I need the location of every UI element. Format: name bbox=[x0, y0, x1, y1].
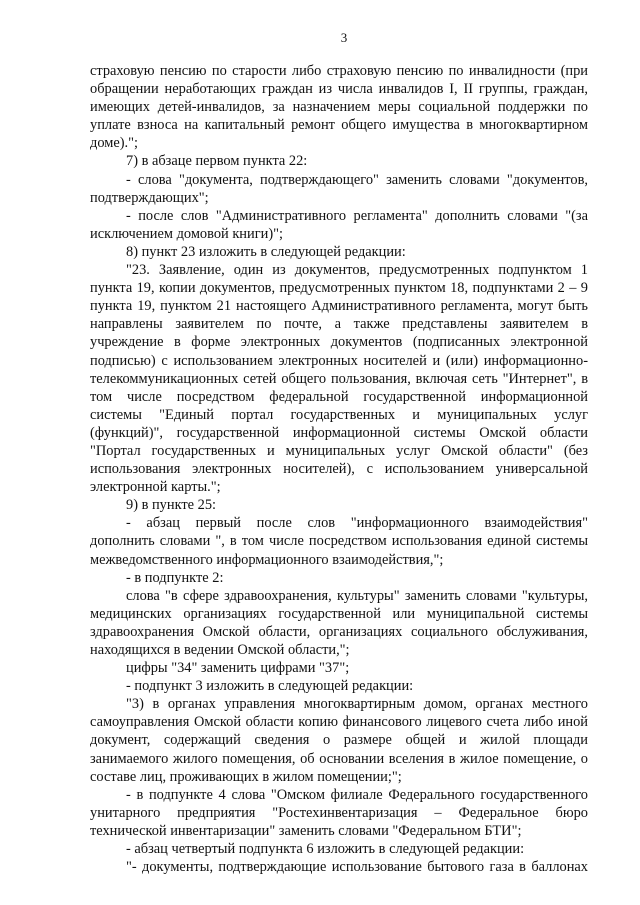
text-line: исключением домовой книги)"; bbox=[90, 225, 283, 242]
text-line: - в подпункте 4 слова "Омском филиале Федерального государственного bbox=[126, 786, 588, 803]
text-line: 8) пункт 23 изложить в следующей редакции: bbox=[126, 243, 406, 260]
text-line: имеющих детей-инвалидов, за назначением меры социальной поддержки по bbox=[90, 99, 588, 116]
text-line: обращении неработающих граждан из числа инвалидов I, II группы, граждан, bbox=[90, 81, 588, 98]
text-line: - абзац четвертый подпункта 6 изложить в следующей редакции: bbox=[126, 841, 525, 858]
page-number: 3 bbox=[340, 30, 348, 45]
document-body bbox=[90, 62, 588, 876]
text-line: электронной карты."; bbox=[90, 479, 221, 496]
text-line: составе лиц, проживающих в жилом помещении;"; bbox=[90, 768, 402, 785]
text-line: пункта 19, копии документов, предусмотренных пунктом 18, подпунктами 2 – 9 bbox=[90, 280, 588, 297]
text-line: находящихся в ведении Омской области,"; bbox=[90, 642, 350, 658]
text-line: технической инвентаризации" заменить словами "Федеральном БТИ"; bbox=[90, 822, 522, 839]
text-line: медицинских организациях государственной или муниципальной системы bbox=[90, 605, 588, 622]
text-line: 7) в абзаце первом пункта 22: bbox=[126, 153, 308, 170]
text-line: пункта 19, пунктом 21 настоящего Административного регламента, могут быть bbox=[90, 298, 588, 315]
text-line: "23. Заявление, один из документов, предусмотренных подпунктом 1 bbox=[126, 262, 588, 279]
text-line: телекоммуникационных сетей общего пользования, включая сеть "Интернет", в bbox=[90, 370, 588, 387]
text-line: "3) в органах управления многоквартирным домом, органах местного bbox=[126, 696, 588, 713]
text-line: доме)."; bbox=[90, 135, 138, 152]
text-line: страховую пенсию по старости либо страховую пенсию по инвалидности (при bbox=[90, 63, 588, 79]
text-line: (функций)", государственной информационной системы Омской области bbox=[90, 424, 588, 441]
text-line: подтверждающих"; bbox=[90, 189, 209, 206]
text-line: направлены заявителем по почте, а также представлены заявителем в bbox=[90, 316, 588, 333]
text-line: системы "Единый портал государственных и муниципальных услуг bbox=[90, 406, 588, 423]
text-line: "- документы, подтверждающие использование бытового газа в баллонах bbox=[126, 859, 588, 876]
text-line: самоуправления Омской области копию финансового лицевого счета либо иной bbox=[90, 714, 588, 731]
text-line: - слова "документа, подтверждающего" заменить словами "документов, bbox=[126, 171, 588, 188]
text-line: - абзац первый после слов "информационного взаимодействия" bbox=[126, 515, 588, 532]
text-line: - после слов "Административного регламента" дополнить словами "(за bbox=[126, 207, 588, 224]
text-line: документ, содержащий сведения о размере общей и жилой площади bbox=[90, 732, 588, 749]
text-line: использования электронных носителей), с использованием универсальной bbox=[90, 461, 588, 478]
text-line: дополнить словами ", в том числе посредством использования единой системы bbox=[90, 533, 588, 550]
text-line: "Портал государственных и муниципальных услуг Омской области" (без bbox=[90, 442, 588, 459]
text-line: межведомственного информационного взаимодействия,"; bbox=[90, 551, 444, 568]
text-line: учреждение в форме электронных документов (подписанных электронной bbox=[90, 334, 588, 351]
text-line: подписью) с использованием электронных носителей и (или) информационно- bbox=[90, 352, 588, 369]
text-line: уплате взноса на капитальный ремонт общего имущества в многоквартирном bbox=[90, 117, 588, 134]
text-line: 9) в пункте 25: bbox=[126, 497, 217, 514]
text-line: унитарного предприятия "Ростехинвентаризация – Федеральное бюро bbox=[90, 804, 588, 821]
text-line: слова "в сфере здравоохранения, культуры" заменить словами "культуры, bbox=[126, 587, 588, 604]
text-line: том числе посредством федеральной государственной информационной bbox=[90, 388, 588, 405]
text-line: занимаемого жилого помещения, об основании вселения в жилое помещение, о bbox=[90, 750, 588, 767]
text-line: - подпункт 3 изложить в следующей редакции: bbox=[126, 678, 414, 695]
text-line: цифры "34" заменить цифрами "37"; bbox=[126, 660, 350, 677]
text-line: - в подпункте 2: bbox=[126, 569, 224, 586]
text-line: здравоохранения Омской области, организациях социального обслуживания, bbox=[90, 623, 588, 640]
